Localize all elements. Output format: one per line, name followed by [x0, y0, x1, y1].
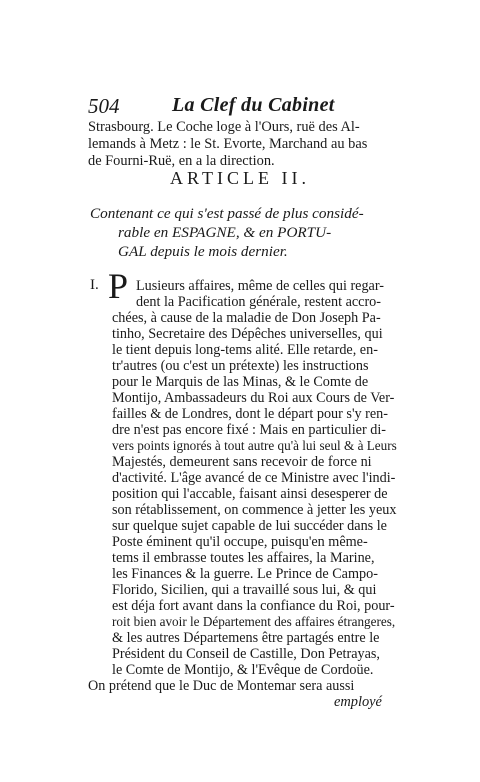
subtitle-line: rable en ESPAGNE, & en PORTU- — [118, 224, 332, 241]
text-line: vers points ignorés à tout autre qu'à lui seul & à Leurs — [112, 438, 397, 453]
text-line: pour le Marquis de las Minas, & le Comte de — [112, 374, 369, 390]
text-line: Florido, Sicilien, qui a travaillé sous lui, & qui — [112, 582, 377, 598]
text-line: les Finances & la guerre. Le Prince de Campo- — [112, 566, 378, 582]
text-line: & les autres Départemens être partagés entre le — [112, 630, 380, 646]
drop-cap: P — [108, 266, 129, 306]
subtitle-line: Contenant ce qui s'est passé de plus considé- — [90, 205, 364, 222]
text-line: tr'autres (ou c'est un prétexte) les instructions — [112, 358, 369, 374]
text-line: dent la Pacification générale, restent accro- — [136, 294, 381, 310]
text-line: son rétablissement, on commence à jetter les yeux — [112, 502, 397, 518]
text-line: le Comte de Montijo, & l'Evêque de Cordoüe. — [112, 662, 374, 678]
text-line: Poste éminent qu'il occupe, puisqu'en même- — [112, 534, 368, 550]
text-line: de Fourni-Ruë, en a la direction. — [88, 153, 275, 169]
text-line: le tient depuis long-tems alité. Elle retarde, en- — [112, 342, 378, 358]
text-line: d'activité. L'âge avancé de ce Ministre avec l'indi- — [112, 470, 396, 486]
catchword: employé — [334, 694, 382, 710]
text-line: On prétend que le Duc de Montemar sera aussi — [88, 678, 355, 694]
text-line: position qui l'accable, faisant ainsi desesperer de — [112, 486, 388, 502]
text-line: Strasbourg. Le Coche loge à l'Ours, ruë des Al- — [88, 119, 360, 135]
text-line: sur quelque sujet capable de lui succéder dans le — [112, 518, 387, 534]
text-line: lemands à Metz : le St. Evorte, Marchand au bas — [88, 136, 368, 152]
subtitle-line: GAL depuis le mois dernier. — [118, 243, 288, 260]
text-line: failles & de Londres, dont le départ pour s'y ren- — [112, 406, 388, 422]
text-line: chées, à cause de la maladie de Don Joseph Pa- — [112, 310, 381, 326]
running-title: La Clef du Cabinet — [172, 94, 335, 116]
text-line: est déja fort avant dans la confiance du Roi, pour- — [112, 598, 395, 614]
page-number: 504 — [88, 94, 120, 118]
article-heading: ARTICLE II. — [170, 168, 310, 188]
text-line: Lusieurs affaires, même de celles qui regar- — [136, 278, 385, 294]
text-line: tinho, Secretaire des Dépêches universelles, qui — [112, 326, 383, 342]
text-line: roit bien avoir le Département des affaires étrangeres, — [112, 614, 396, 629]
text-line: Majestés, demeurent sans recevoir de force ni — [112, 454, 372, 470]
text-line: Président du Conseil de Castille, Don Petrayas, — [112, 646, 380, 662]
text-line: dre n'est pas encore fixé : Mais en particulier di- — [112, 422, 386, 438]
text-line: tems il embrasse toutes les affaires, la Marine, — [112, 550, 375, 566]
text-line: Montijo, Ambassadeurs du Roi aux Cours de Ver- — [112, 390, 395, 406]
paragraph-number: I. — [90, 277, 99, 293]
page-header — [88, 94, 418, 118]
